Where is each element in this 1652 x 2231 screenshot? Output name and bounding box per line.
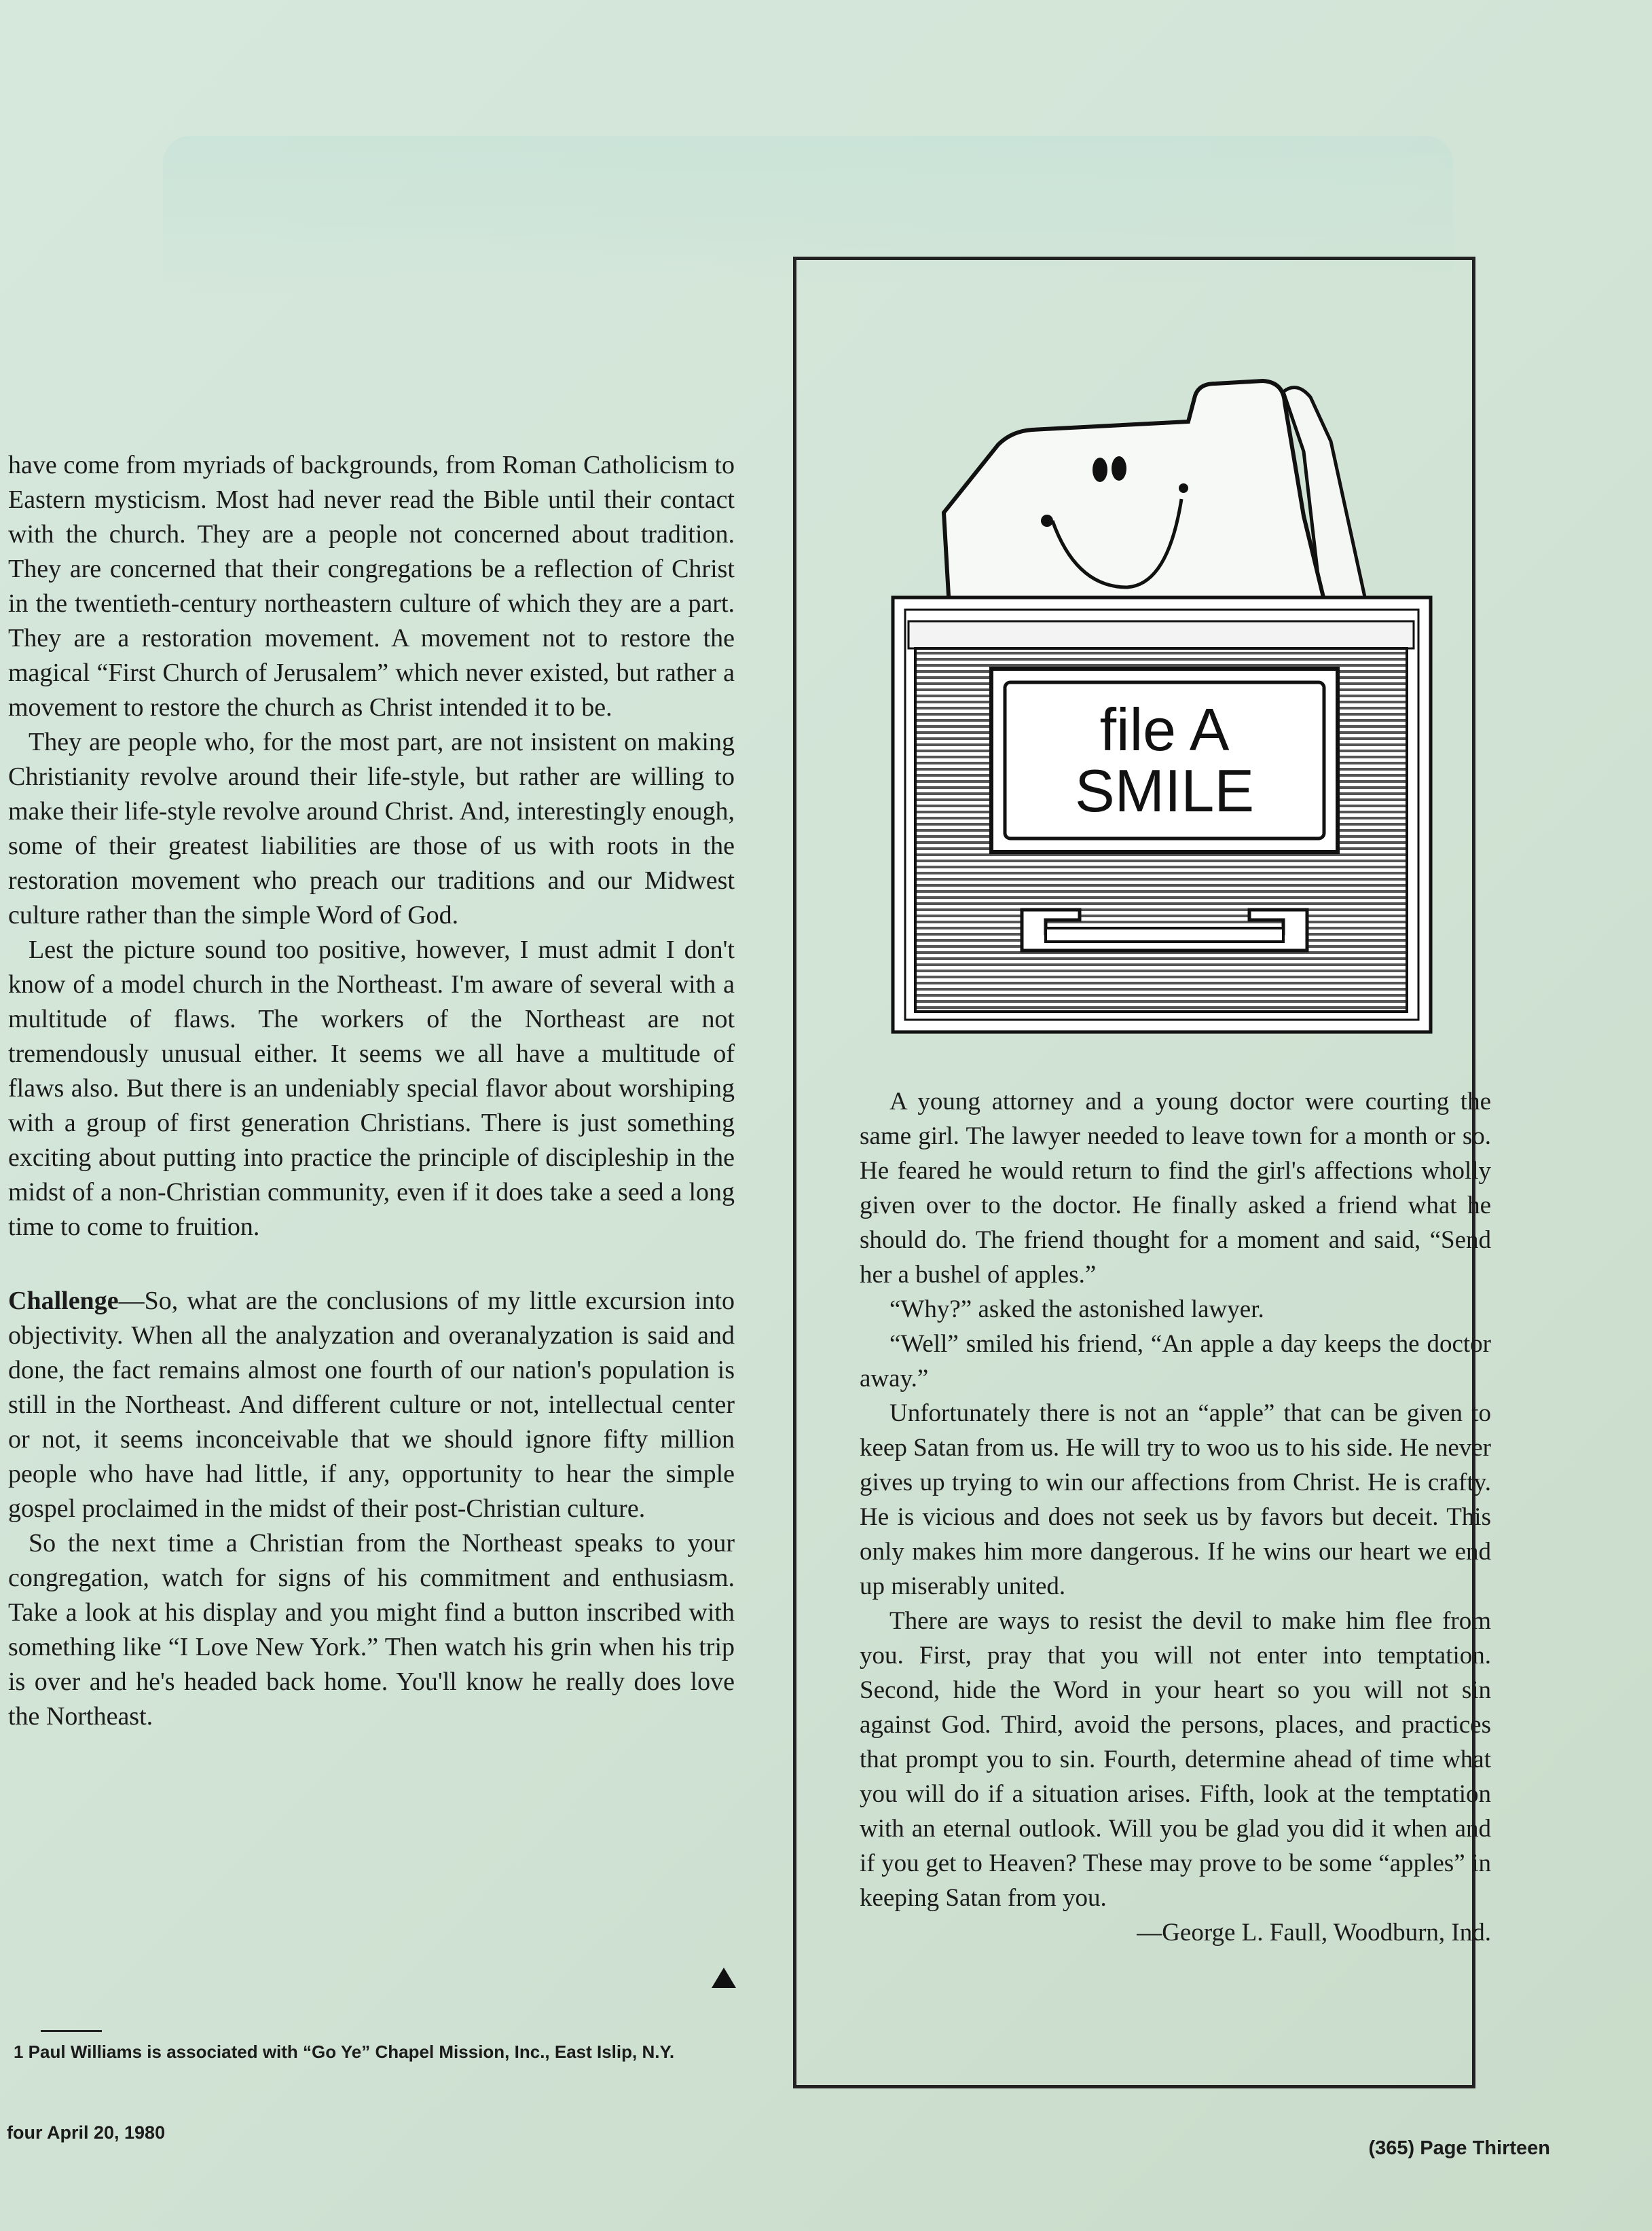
sidebar-paragraph: A young attorney and a young doctor were courting the same girl. The lawyer needed to leave town for a month or so. He feared he would return to find the girl's affections wholly given over to the doctor. He finally asked a friend what he should do. The friend thought for a moment and said, “Send her a bushel of apples.” <box>860 1088 1491 1289</box>
article-paragraph: So the next time a Christian from the Northeast speaks to your congregation, watch for signs of his commitment and enthusiasm. Take a look at his display and you might find a button inscribed with something like “I Love New York.” Then watch his grin when his trip is over and he's headed back home. You'll know he really does love the Northeast. <box>8 1529 735 1731</box>
sidebar-attribution: —George L. Faull, Woodburn, Ind. <box>1137 1919 1491 1947</box>
file-a-smile-illustration <box>883 343 1446 1039</box>
sidebar-paragraph: “Why?” asked the astonished lawyer. <box>889 1295 1264 1323</box>
article-left-column <box>8 448 735 1734</box>
article-paragraph: They are people who, for the most part, are not insistent on making Christianity revolve around their life-style, but rather are willing to make their life-style revolve around Christ. And, interestingly enough, some of their greatest liabilities are those of us with roots in the restoration movement who preach our traditions and our Midwest culture rather than the simple Word of God. <box>8 728 735 929</box>
challenge-heading: Challenge <box>8 1287 119 1315</box>
smile-eye <box>1093 458 1107 482</box>
label-line-1: file A <box>1099 696 1230 763</box>
sidebar-story <box>860 1084 1491 1950</box>
smiling-folder-icon <box>944 381 1372 628</box>
file-drawer-icon <box>893 597 1431 1032</box>
challenge-paragraph <box>8 1284 735 1526</box>
sidebar-paragraph: “Well” smiled his friend, “An apple a day keeps the doctor away.” <box>860 1330 1491 1393</box>
folio-page-number: (365) Page Thirteen <box>1368 2137 1550 2159</box>
smile-eye <box>1112 456 1126 481</box>
sidebar-paragraph: Unfortunately there is not an “apple” that can be given to keep Satan from us. He will try to woo us to his side. He never gives up trying to win our affections from Christ. He is crafty. He is vicious and does not seek us by favors but deceit. This only makes him more dangerous. If he wins our heart we end up miserably united. <box>860 1399 1491 1600</box>
folio-date: four April 20, 1980 <box>7 2122 166 2143</box>
footnote-rule <box>41 2030 102 2032</box>
article-paragraph: Lest the picture sound too positive, however, I must admit I don't know of a model church in the Northeast. I'm aware of several with a multitude of flaws. The workers of the Northeast are not tremendously unusual either. It seems we all have a multitude of flaws also. But there is an undeniably special flavor about worshiping with a group of first generation Christians. There is just something exciting about putting into practice the principle of discipleship in the midst of a non-Christian community, even if it does take a seed a long time to come to fruition. <box>8 936 735 1241</box>
sidebar-paragraph: There are ways to resist the devil to make him flee from you. First, pray that you will not enter into temptation. Second, hide the Word in your heart so you will not sin against God. Third, avoid the persons, places, and practices that prompt you to sin. Fourth, determine ahead of time what you will do if a situation arises. Fifth, look at the temptation with an eternal outlook. Will you be glad you did it when and if you get to Heaven? These may prove to be some “apples” in keeping Satan from you. <box>860 1607 1491 1912</box>
label-line-2: SMILE <box>1074 757 1255 824</box>
challenge-body: —So, what are the conclusions of my little excursion into objectivity. When all the analyzation and overanalyzation is said and done, the fact remains almost one fourth of our nation's population is still in the Northeast. And different culture or not, intellectual center or not, it seems inconceivable that we should ignore fifty million people who have had little, if any, opportunity to hear the simple gospel proclaimed in the midst of their post-Christian culture. <box>8 1287 735 1523</box>
author-footnote: 1 Paul Williams is associated with “Go Ye” Chapel Mission, Inc., East Islip, N.Y. <box>14 2042 675 2062</box>
end-of-article-triangle-icon <box>712 1968 736 1988</box>
article-paragraph: have come from myriads of backgrounds, from Roman Catholicism to Eastern mysticism. Most had never read the Bible until their contact with the church. They are a people not concerned about tradition. They are concerned that their congregations be a reflection of Christ in the twentieth-century northeastern culture of which they are a part. They are a restoration movement. A movement not to restore the magical “First Church of Jerusalem” which never existed, but rather a movement to restore the church as Christ intended it to be. <box>8 451 735 722</box>
